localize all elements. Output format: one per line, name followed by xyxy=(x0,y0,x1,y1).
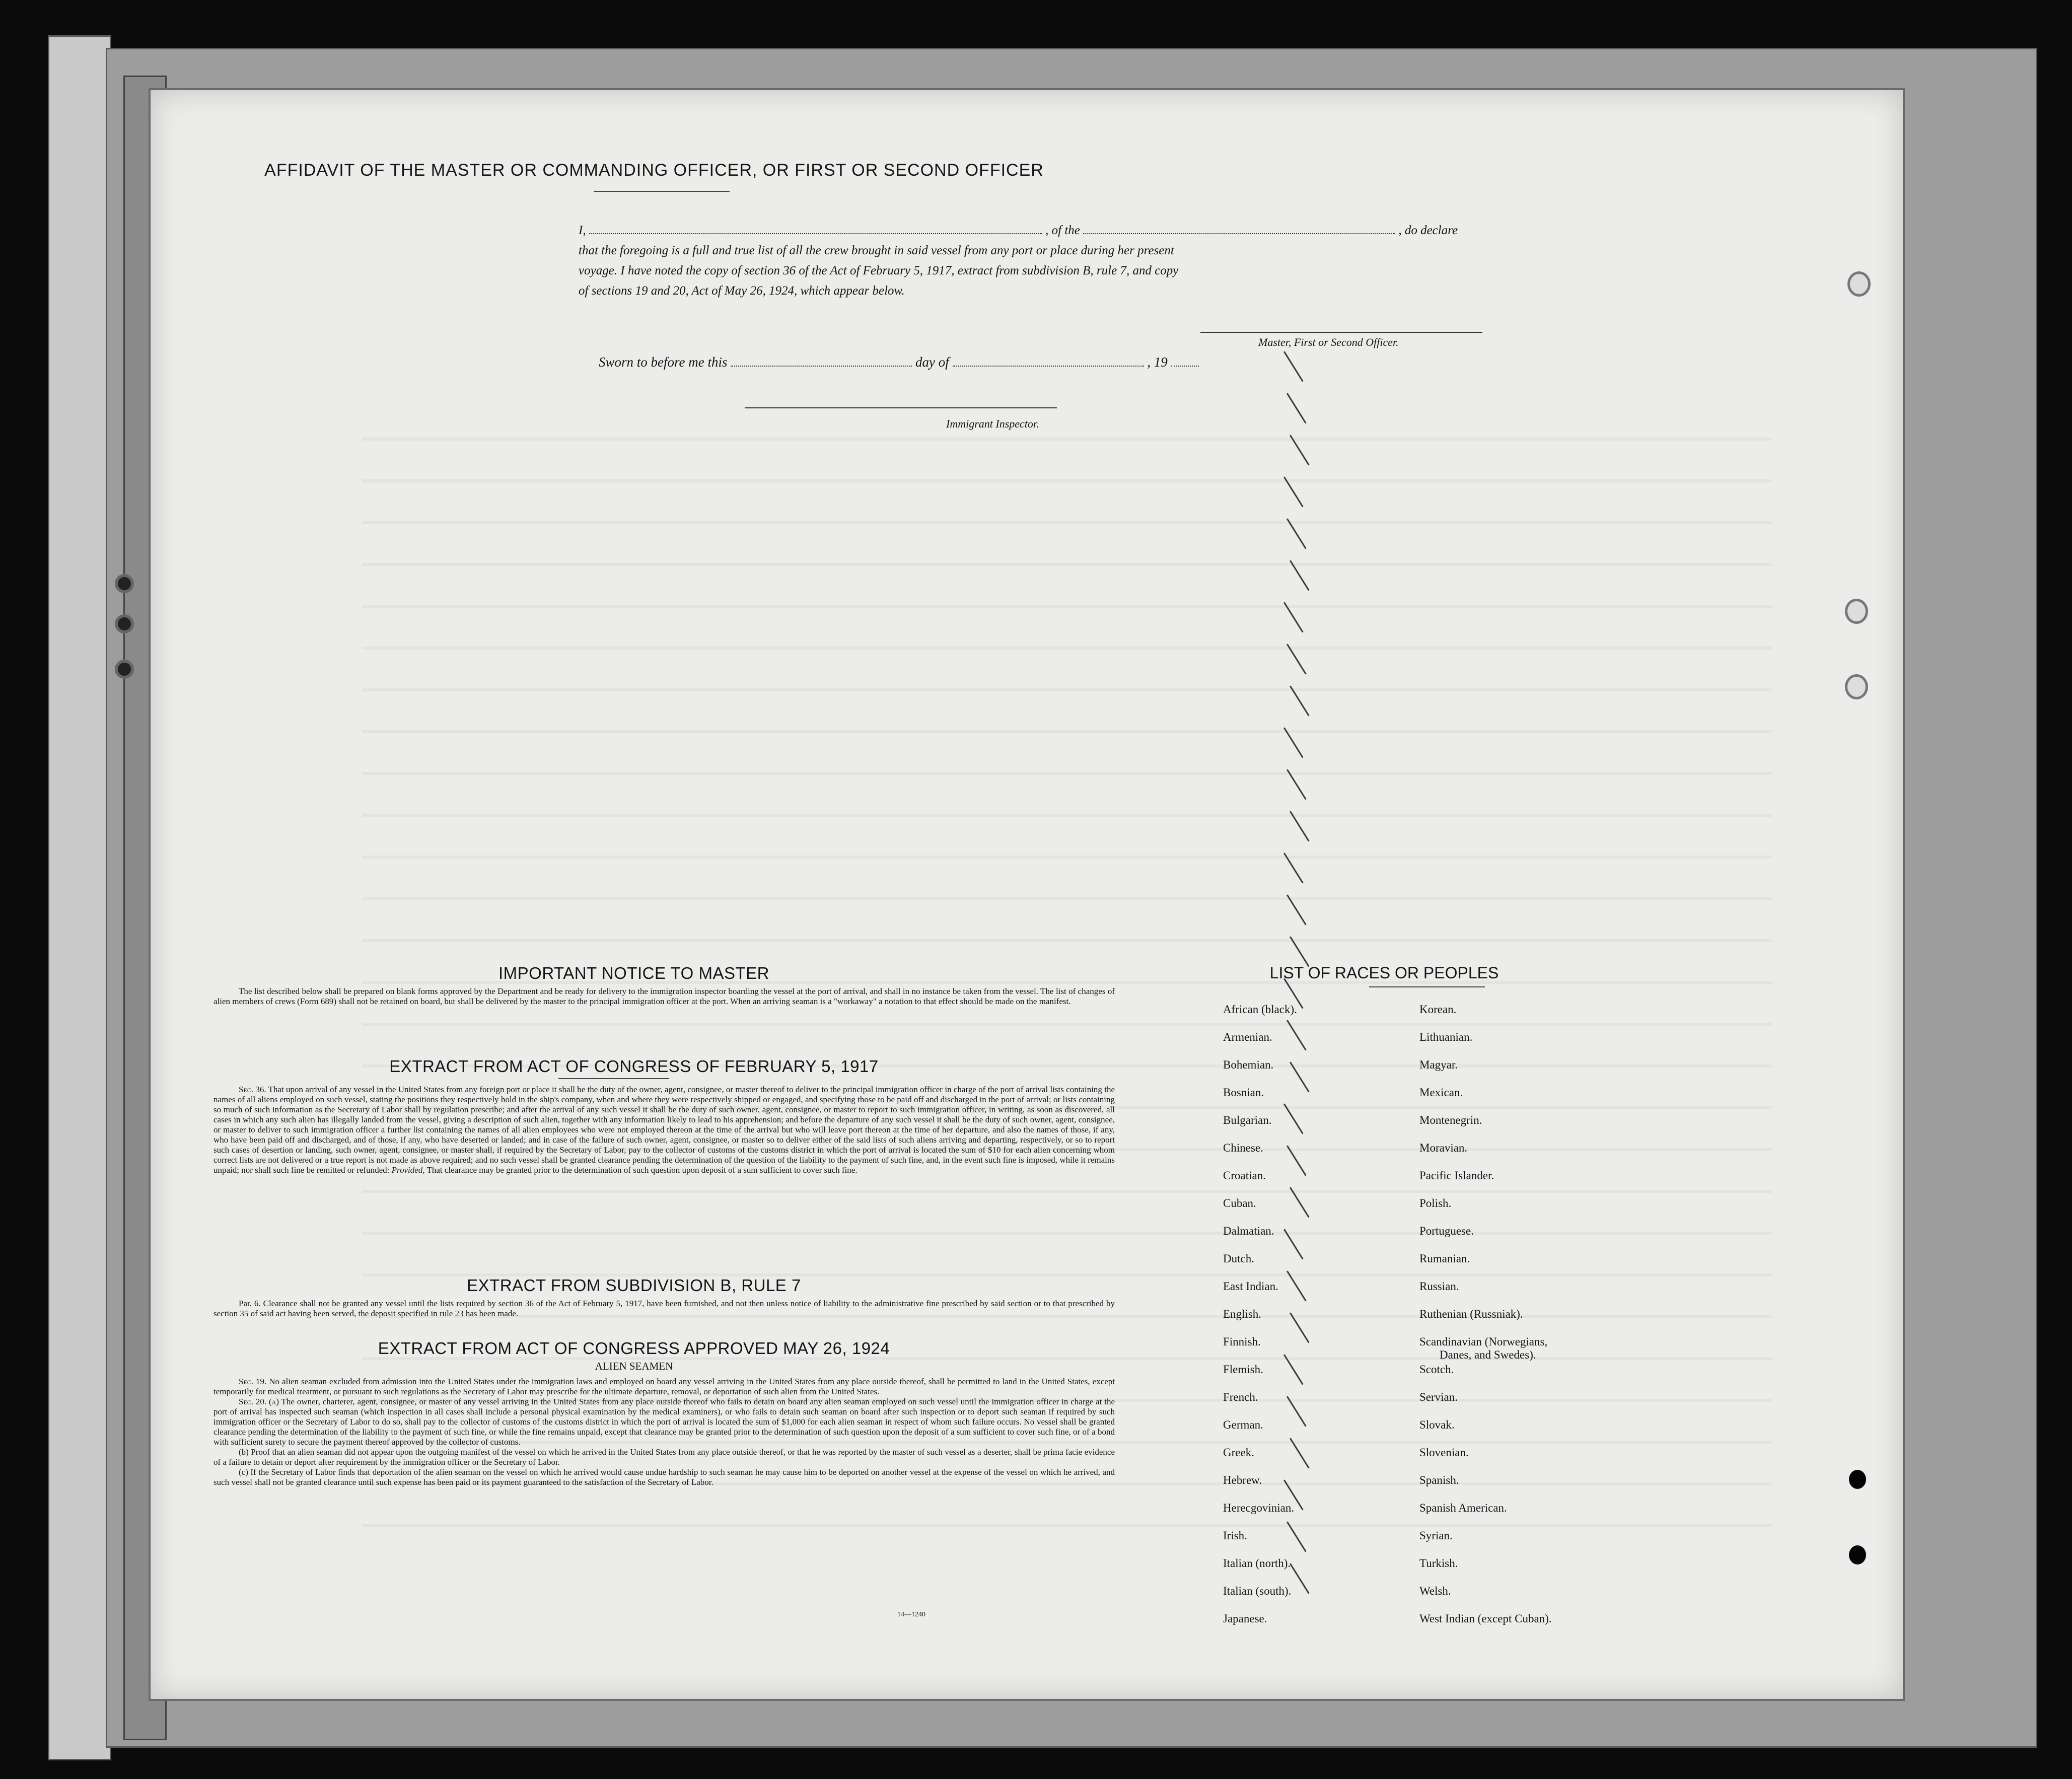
race-item: Finnish. xyxy=(1223,1335,1261,1348)
race-item: Bohemian. xyxy=(1223,1058,1274,1071)
race-item: Ruthenian (Russniak). xyxy=(1419,1308,1523,1320)
pencil-tick-mark xyxy=(1290,1061,1310,1092)
ghost-row xyxy=(362,688,1772,691)
pencil-tick-mark xyxy=(1290,1187,1310,1218)
race-item: Japanese. xyxy=(1223,1612,1267,1625)
pencil-tick-mark xyxy=(1283,1229,1304,1259)
sec20c-body: (c) If the Secretary of Labor finds that deportation of the alien seaman on the vessel on which he arrived would cause undue hardship to such seaman he may cause him to be deported on another vessel at the expense of the vessel on which he arrived, and such vessel shall not be granted clearance until such expense has been paid or its payment guaranteed to the satisfaction of the Secretary of Labor. xyxy=(213,1467,1115,1487)
master-signature-label: Master, First or Second Officer. xyxy=(1258,336,1399,348)
pencil-tick-mark xyxy=(1283,852,1304,883)
affidavit-line1-end: , do declare xyxy=(1398,224,1458,237)
sec20a-body: The owner, charterer, agent, consignee, or master of any vessel arriving in the United States from any place outside thereof who fails to detain on board any alien seaman employed on such vessel until the immigration officer in charge at the port of arrival has inspected such seaman (which inspection in all cases shall include a personal physical examination by the medical examiners), or who fails to detain such seaman on board after such inspection or to deport such seaman if required by such immigration officer or the Secretary of Labor to do so, shall pay to the collector of customs of the customs district in which the port of arrival is located the sum of $1,000 for each alien seaman in respect of whom such failure occurs. No vessel shall be granted clearance pending the determination of the liability to the payment of such fine, or while the fine remains unpaid, except that clearance may be granted prior to the determination of such question upon the deposit of a sum sufficient to cover such fine, or of a bond with sufficient surety to secure the payment thereof approved by the collector of customs. xyxy=(213,1397,1115,1447)
affidavit-line-4: of sections 19 and 20, Act of May 26, 1924, which appear below. xyxy=(579,284,905,298)
extract-1917-text xyxy=(213,1085,1115,1175)
binder-hook-icon xyxy=(115,614,134,633)
affidavit-title: AFFIDAVIT OF THE MASTER OR COMMANDING OFFICER, OR FIRST OR SECOND OFFICER xyxy=(264,161,1044,180)
ghost-row xyxy=(362,1524,1772,1527)
sworn-line xyxy=(599,354,1199,370)
form-page xyxy=(149,88,1905,1701)
rule7-paragraph: Par. 6. Clearance shall not be granted any vessel until the lists required by section 36 of the Act of February 5, 1917, have been furnished, and not then unless notice of liability to the administrative fine prescribed by said section or to that prescribed by section 35 of said act having been served, the deposit specified in rule 23 has been made. xyxy=(213,1299,1115,1318)
ghost-row xyxy=(362,897,1772,900)
pencil-tick-mark xyxy=(1290,1312,1310,1343)
race-item: Spanish. xyxy=(1419,1474,1459,1486)
master-signature-field[interactable] xyxy=(1200,332,1482,333)
race-item: French. xyxy=(1223,1391,1258,1403)
race-item: Rumanian. xyxy=(1419,1252,1470,1265)
pencil-tick-mark xyxy=(1283,1354,1304,1385)
pencil-tick-mark xyxy=(1287,1145,1307,1176)
affidavit-line-3: voyage. I have noted the copy of section 36 of the Act of February 5, 1917, extract from subdivision B, rule 7, and copy xyxy=(579,264,1179,277)
sec36-body: That upon arrival of any vessel in the United States from any foreign port or place it shall be the duty of the owner, agent, consignee, or master thereof to deliver to the principal immigration officer in charge of the port of arrival lists containing the names of all aliens employed on such vessel, stating the positions they respectively hold in the ship's company, when and where they were respectively shipped or engaged, and specifying those to be paid off and discharged in the port of arrival; or lists containing so much of such information as the Secretary of Labor shall by regulation prescribe; and after the arrival of any such vessel it shall be the duty of such owner, agent, consignee, or master to report to such immigration officer, in writing, as soon as discovered, all cases in which any such alien has illegally landed from the vessel, giving a description of such alien, together with any information likely to lead to his apprehension; and before the departure of any such vessel it shall be the duty of such owner, agent, consignee, or master to deliver to such immigration officer a further list containing the names of all alien employees who were not employed thereon at the time of the arrival but who will leave port thereon at the time of her departure, and also the names of those, if any, who have been paid off and discharged, and of those, if any, who have deserted or landed; and in case of the failure of such owner, agent, consignee, or master so to deliver either of the said lists of such aliens arriving and departing, respectively, or so to report such cases of desertion or landing, such owner, agent, consignee, or master shall, if required by the Secretary of Labor, pay to the collector of customs of the customs district in which the port of arrival is located the sum of $10 for each alien concerning whom correct lists are not delivered or a true report is not made as above required; and no such vessel shall be granted clearance pending the determination of the question of the liability to the payment of such fine, and, in the event such fine is imposed, while it remains unpaid; nor shall such fine be remitted or refunded: xyxy=(213,1085,1115,1175)
pencil-tick-mark xyxy=(1287,1396,1307,1427)
ghost-row xyxy=(362,438,1772,441)
race-item: Mexican. xyxy=(1419,1086,1463,1099)
inspector-signature-field[interactable] xyxy=(745,407,1057,408)
race-item: Armenian. xyxy=(1223,1031,1272,1043)
race-item: Montenegrin. xyxy=(1419,1114,1482,1126)
binder-edge xyxy=(48,35,111,1760)
form-number: 14—1240 xyxy=(897,1611,925,1618)
punch-hole-icon xyxy=(1849,1545,1866,1564)
sworn-year-field[interactable] xyxy=(1171,357,1199,367)
race-item: Chinese. xyxy=(1223,1142,1263,1154)
race-item: Servian. xyxy=(1419,1391,1458,1403)
ghost-row xyxy=(362,939,1772,942)
ghost-row xyxy=(362,1232,1772,1235)
ghost-row xyxy=(362,563,1772,566)
race-item: Scandinavian (Norwegians, xyxy=(1419,1335,1548,1348)
extract-1917-title: EXTRACT FROM ACT OF CONGRESS OF FEBRUARY 5, 1917 xyxy=(389,1057,879,1076)
pencil-tick-mark xyxy=(1290,811,1310,841)
extract-rule7-text xyxy=(213,1299,1115,1319)
important-notice-title: IMPORTANT NOTICE TO MASTER xyxy=(498,964,769,982)
pencil-tick-mark xyxy=(1290,685,1310,716)
sworn-start: Sworn to before me this xyxy=(599,354,728,370)
race-item: Moravian. xyxy=(1419,1142,1468,1154)
race-item: Syrian. xyxy=(1419,1529,1453,1542)
sworn-day-field[interactable] xyxy=(731,357,912,367)
pencil-tick-mark xyxy=(1287,1020,1307,1050)
race-item: Lithuanian. xyxy=(1419,1031,1473,1043)
pencil-tick-mark xyxy=(1290,560,1310,591)
punch-hole-icon xyxy=(1845,599,1868,624)
ghost-row xyxy=(362,730,1772,733)
pencil-tick-mark xyxy=(1287,1270,1307,1301)
affidavit-line-2: that the foregoing is a full and true list of all the crew brought in said vessel from any port or place during her present xyxy=(579,244,1174,257)
pencil-tick-mark xyxy=(1287,894,1307,925)
sec19-body: No alien seaman excluded from admission into the United States under the immigration laws and employed on board any vessel arriving in the United States from any place outside thereof, shall be permitted to land in the United States, except temporarily for medical treatment, or pursuant to such regulations as the Secretary of Labor may prescribe for the ultimate departure, removal, or deportation of such alien from the United States. xyxy=(213,1377,1115,1396)
sec20b-body: (b) Proof that an alien seaman did not appear upon the outgoing manifest of the vessel on which he arrived in the United States from any place outside thereof, or that he was reported by the master of such vessel as a deserter, shall be prima facie evidence of a failure to detain or deport after requirement by the immigration officer or the Secretary of Labor. xyxy=(213,1447,1115,1467)
race-item: Pacific Islander. xyxy=(1419,1169,1494,1182)
race-item: African (black). xyxy=(1223,1003,1297,1016)
race-item: Herecgovinian. xyxy=(1223,1502,1295,1514)
extract-1924-title: EXTRACT FROM ACT OF CONGRESS APPROVED MAY 26, 1924 xyxy=(378,1339,890,1358)
pencil-tick-mark xyxy=(1287,393,1307,423)
sworn-mid: day of xyxy=(915,354,949,370)
inspector-label: Immigrant Inspector. xyxy=(946,417,1039,430)
race-item: Croatian. xyxy=(1223,1169,1266,1182)
pencil-tick-mark xyxy=(1283,602,1304,632)
important-notice-paragraph: The list described below shall be prepared on blank forms approved by the Department and be ready for delivery to the immigration inspector boarding the vessel at the port of arrival, and shall in no instance be taken from the vessel. The list of changes of alien members of crews (Form 689) shall not be retained on board, but shall be delivered by the master to the principal immigration officer at the port. When an arriving seaman is a "workaway" a notation to that effect should be made on the manifest. xyxy=(213,986,1115,1006)
race-item: Slovenian. xyxy=(1419,1446,1469,1459)
extract-rule7-title: EXTRACT FROM SUBDIVISION B, RULE 7 xyxy=(467,1276,801,1295)
race-item: Italian (south). xyxy=(1223,1585,1292,1597)
sworn-end: , 19 xyxy=(1147,354,1168,370)
race-item: Danes, and Swedes). xyxy=(1440,1348,1536,1361)
race-item: Polish. xyxy=(1419,1197,1452,1209)
extract-1924-text xyxy=(213,1377,1115,1487)
race-item: Dutch. xyxy=(1223,1252,1254,1265)
race-item: West Indian (except Cuban). xyxy=(1419,1612,1552,1625)
punch-hole-icon xyxy=(1849,1470,1866,1489)
pencil-tick-mark xyxy=(1287,518,1307,549)
sec20-label: Sec. 20. (a) xyxy=(239,1397,279,1406)
race-item: Italian (north). xyxy=(1223,1557,1291,1570)
punch-hole-icon xyxy=(1847,271,1871,297)
pencil-tick-mark xyxy=(1290,435,1310,465)
alien-seamen-subtitle: ALIEN SEAMEN xyxy=(595,1360,673,1372)
pencil-tick-mark xyxy=(1287,1521,1307,1552)
race-item: Portuguese. xyxy=(1419,1225,1474,1237)
ghost-row xyxy=(362,605,1772,608)
race-item: East Indian. xyxy=(1223,1280,1278,1293)
race-item: Slovak. xyxy=(1419,1418,1455,1431)
ghost-row xyxy=(362,647,1772,650)
ghost-row xyxy=(362,479,1772,482)
pencil-tick-mark xyxy=(1283,727,1304,758)
pencil-tick-mark xyxy=(1283,1103,1304,1134)
vessel-name-field[interactable] xyxy=(1083,224,1395,234)
proviso-body: That clearance may be granted prior to the determination of such question upon deposit of a sum sufficient to cover such fine. xyxy=(426,1165,858,1175)
race-item: English. xyxy=(1223,1308,1262,1320)
pencil-tick-mark xyxy=(1290,1563,1310,1594)
pencil-tick-mark xyxy=(1287,644,1307,674)
race-item: Russian. xyxy=(1419,1280,1459,1293)
affidavit-line1-start: I, xyxy=(579,224,586,237)
race-item: Spanish American. xyxy=(1419,1502,1507,1514)
pencil-tick-mark xyxy=(1290,936,1310,967)
pencil-tick-mark xyxy=(1283,476,1304,507)
affidavit-line1-mid: , of the xyxy=(1045,224,1080,237)
race-item: Turkish. xyxy=(1419,1557,1458,1570)
race-item: Hebrew. xyxy=(1223,1474,1262,1486)
sec36-label: Sec. 36. xyxy=(239,1085,266,1094)
binder-hook-icon xyxy=(115,660,134,679)
race-item: Irish. xyxy=(1223,1529,1247,1542)
ghost-row xyxy=(362,1190,1772,1193)
master-name-field[interactable] xyxy=(589,224,1042,234)
race-item: Magyar. xyxy=(1419,1058,1458,1071)
important-notice-text xyxy=(213,986,1115,1007)
ghost-row xyxy=(362,772,1772,775)
binder-hook-icon xyxy=(115,574,134,593)
race-item: Greek. xyxy=(1223,1446,1254,1459)
affidavit-line-1 xyxy=(579,224,1458,238)
ghost-row xyxy=(362,856,1772,859)
ghost-row xyxy=(362,814,1772,817)
sworn-month-field[interactable] xyxy=(953,357,1144,367)
pencil-tick-mark xyxy=(1287,769,1307,800)
race-item: Scotch. xyxy=(1419,1363,1454,1376)
pencil-tick-mark xyxy=(1290,1438,1310,1468)
race-item: Korean. xyxy=(1419,1003,1457,1016)
races-list-title: LIST OF RACES OR PEOPLES xyxy=(1269,964,1499,982)
proviso-label: Provided, xyxy=(391,1165,425,1175)
ghost-row xyxy=(362,1023,1772,1026)
title-rule xyxy=(594,191,730,192)
race-item: Dalmatian. xyxy=(1223,1225,1274,1237)
sec19-label: Sec. 19. xyxy=(239,1377,267,1386)
pencil-tick-mark xyxy=(1283,351,1304,382)
race-item: Bosnian. xyxy=(1223,1086,1264,1099)
race-item: Bulgarian. xyxy=(1223,1114,1272,1126)
section-rule xyxy=(558,1078,669,1079)
race-item: Flemish. xyxy=(1223,1363,1263,1376)
ghost-row xyxy=(362,521,1772,524)
race-item: Welsh. xyxy=(1419,1585,1451,1597)
race-item: Cuban. xyxy=(1223,1197,1256,1209)
title-rule xyxy=(1369,986,1485,987)
punch-hole-icon xyxy=(1845,674,1868,699)
race-item: German. xyxy=(1223,1418,1263,1431)
